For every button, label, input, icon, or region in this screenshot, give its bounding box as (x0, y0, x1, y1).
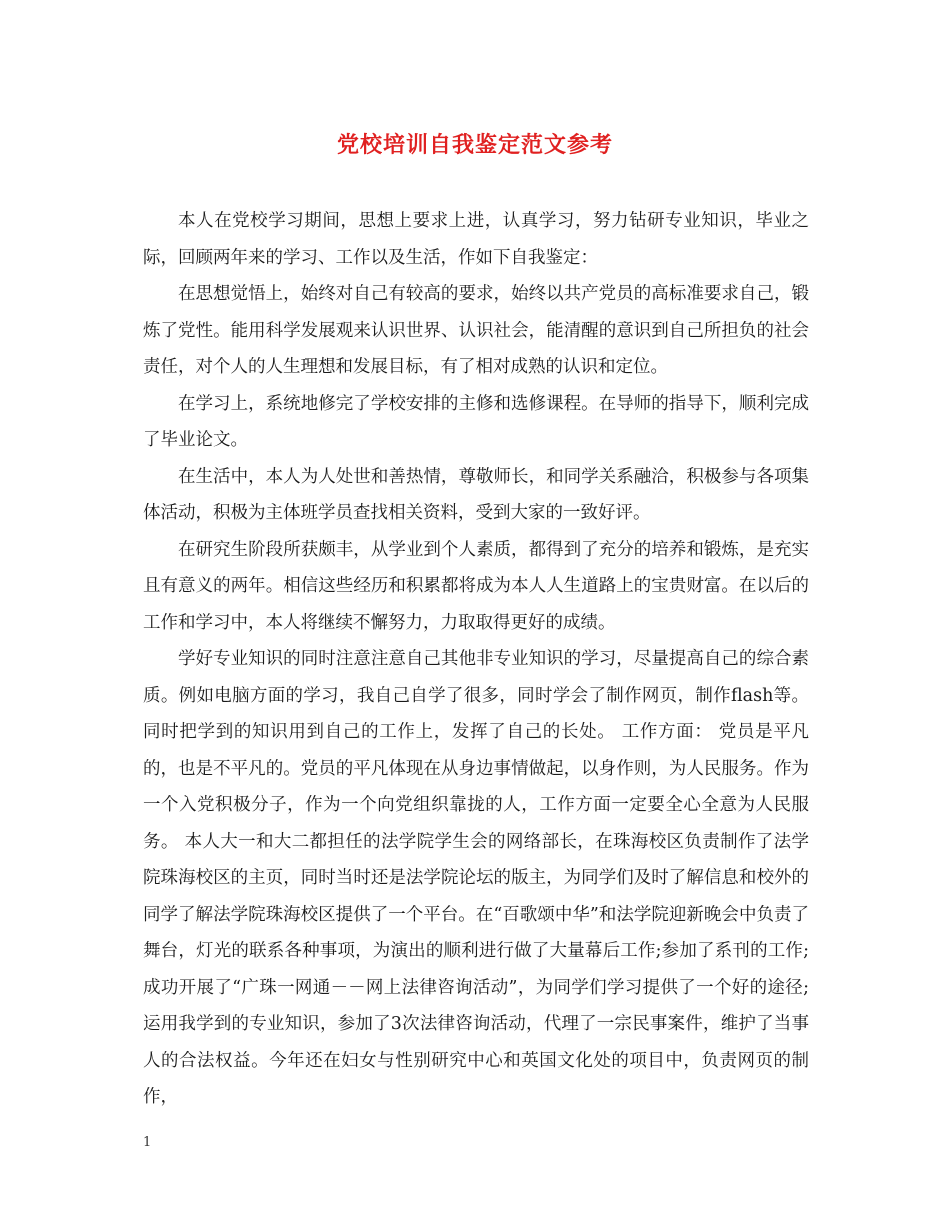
paragraph-ideology: 在思想觉悟上，始终对自己有较高的要求，始终以共产党员的高标准要求自己，锻炼了党性。能用科学发展观来认识世界、认识社会，能清醒的意识到自己所担负的社会责任，对个人的人生理想和发展目标，有了相对成熟的认识和定位。 (143, 284, 809, 377)
paragraph-study: 在学习上，系统地修完了学校安排的主修和选修课程。在导师的指导下，顺利完成了毕业论文。 (143, 393, 809, 450)
page-number: 1 (143, 1135, 152, 1150)
paragraph-intro: 本人在党校学习期间，思想上要求上进，认真学习，努力钻研专业知识，毕业之际，回顾两年来的学习、工作以及生活，作如下自我鉴定： (143, 211, 809, 268)
document-body (143, 203, 809, 1116)
paragraph-work: 学好专业知识的同时注意注意自己其他非专业知识的学习，尽量提高自己的综合素质。例如电脑方面的学习，我自己自学了很多，同时学会了制作网页，制作flash等。同时把学到的知识用到自己的工作上，发挥了自己的长处。 工作方面： 党员是平凡的，也是不平凡的。党员的平凡体现在从身边事情做起，以身作则，为人民服务。作为一个入党积极分子，作为一个向党组织靠拢的人，工作方面一定要全心全意为人民服务。 本人大一和大二都担任的法学院学生会的网络部长，在珠海校区负责制作了法学院珠海校区的主页，同时当时还是法学院论坛的版主，为同学们及时了解信息和校外的同学了解法学院珠海校区提供了一个平台。在“百歌颂中华”和法学院迎新晚会中负责了舞台，灯光的联系各种事项，为演出的顺利进行做了大量幕后工作;参加了系刊的工作;成功开展了“广珠一网通－－网上法律咨询活动”，为同学们学习提供了一个好的途径;运用我学到的专业知识，参加了3次法律咨询活动，代理了一宗民事案件，维护了当事人的合法权益。今年还在妇女与性别研究中心和英国文化处的项目中，负责网页的制作， (143, 649, 809, 1107)
paragraph-graduate: 在研究生阶段所获颇丰，从学业到个人素质，都得到了充分的培养和锻炼，是充实且有意义的两年。相信这些经历和积累都将成为本人人生道路上的宝贵财富。在以后的工作和学习中，本人将继续不懈努力，力取取得更好的成绩。 (143, 539, 809, 633)
document-title: 党校培训自我鉴定范文参考 (336, 132, 613, 158)
paragraph-life: 在生活中，本人为人处世和善热情，尊敬师长，和同学关系融洽，积极参与各项集体活动，积极为主体班学员查找相关资料，受到大家的一致好评。 (143, 466, 809, 523)
